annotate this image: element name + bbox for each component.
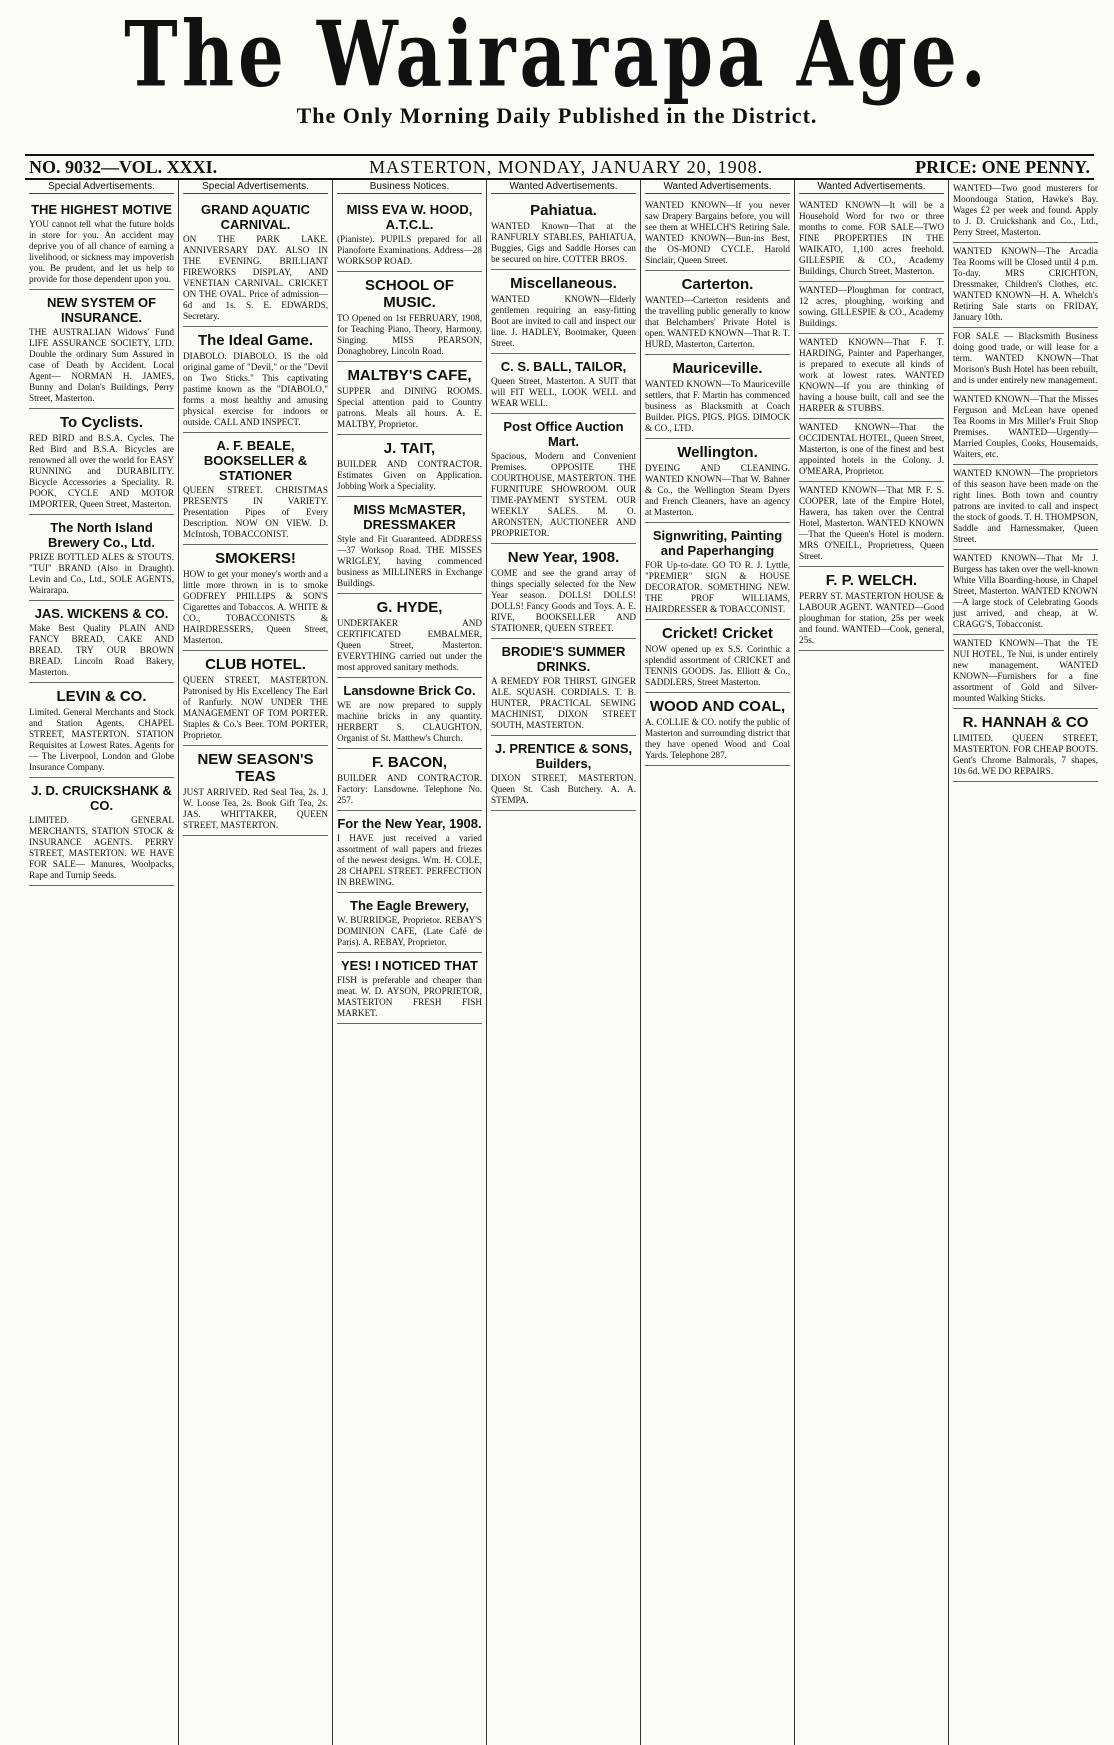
advertisement bbox=[953, 391, 1098, 465]
advertisement-body: Spacious, Modern and Convenient Premises. OPPOSITE THE COURTHOUSE, MASTERTON. THE FURNITURE SHOWROOM. OUR TIME-PAYMENT SYSTEM. OUR WEEKLY SALES. M. O. ARONSTEN, AUCTIONEER AND PROPRIETOR. bbox=[491, 451, 636, 538]
advertisement bbox=[645, 197, 790, 271]
advertisement-title: NEW SYSTEM OF INSURANCE. bbox=[46, 295, 157, 325]
place-and-date: MASTERTON, MONDAY, JANUARY 20, 1908. bbox=[369, 156, 764, 177]
advertisement-title: MISS EVA W. HOOD, A.T.C.L. bbox=[346, 202, 473, 232]
advertisement-body: DIABOLO. DIABOLO. IS the old original game of "Devil," or the "Devil on Two Sticks." This captivating pastime known as the "DIABOLO," forms a most healthy and amusing physical exercise for indoors or outside. CALL AND INSPECT. bbox=[183, 351, 328, 427]
advertisement bbox=[337, 749, 482, 811]
advertisement-body: WANTED KNOWN—That the Misses Ferguson and McLean have opened Tea Rooms in Mrs Miller's Fruit Shop Premises. WANTED—Urgently—Married Couples, Cooks, Housemaids, Waiters, etc. bbox=[953, 394, 1098, 459]
advertisement-title: R. HANNAH & CO bbox=[962, 714, 1089, 731]
advertisement bbox=[337, 362, 482, 435]
advertisement-title: NEW SEASON'S TEAS bbox=[197, 751, 314, 785]
advertisement-title: F. BACON, bbox=[372, 754, 447, 771]
advertisement-body: WANTED—Ploughman for contract, 12 acres, ploughing, working and sowing. GILLESPIE & CO., Academy Buildings. bbox=[799, 285, 944, 328]
advertisement bbox=[337, 811, 482, 893]
advertisement-title: To Cyclists. bbox=[59, 414, 144, 431]
masthead bbox=[0, 0, 1114, 130]
advertisement bbox=[953, 465, 1098, 550]
advertisement-title: F. P. WELCH. bbox=[825, 572, 918, 589]
advertisement-body: WANTED KNOWN—Elderly gentlemen requiring an easy-fitting Boot are invited to call and inspect our line. J. HADLEY, Bootmaker, Queen Street. bbox=[491, 294, 636, 348]
advertisement bbox=[29, 197, 174, 290]
advertisement-body: FOR Up-to-date. GO TO R. J. Lyttle, "PREMIER" SIGN & HOUSE DECORATOR. SOMETHING NEW. THE PROF WILLIAMS, HAIRDRESSER & TOBACCONIST. bbox=[645, 560, 790, 614]
advertisement bbox=[953, 635, 1098, 709]
advertisement bbox=[953, 180, 1098, 243]
column-heading: Wanted Advertisements. bbox=[799, 180, 944, 194]
advertisement-body: PERRY ST. MASTERTON HOUSE & LABOUR AGENT. WANTED—Good ploughman for station, 25s per week and found. WANTED—Cook, general, 25s. bbox=[799, 591, 944, 645]
advertisement-body: RED BIRD and B.S.A. Cycles. The Red Bird and B.S.A. Bicycles are renowned all over the world for EASY RUNNING and DURABILITY. Bicycle Accessories a Speciality. R. POOK, CYCLE AND MOTOR IMPORTER, Queen Street, Masterton. bbox=[29, 433, 174, 509]
advertisement bbox=[337, 678, 482, 749]
advertisement-body: COME and see the grand array of things specially selected for the New Year season. DOLLS! DOLLS! DOLLS! Fancy Goods and Toys. A. E. RIVE, BOOKSELLER AND STATIONER, QUEEN STREET. bbox=[491, 568, 636, 633]
advertisement bbox=[491, 639, 636, 736]
advertisement-body: Style and Fit Guaranteed. ADDRESS—37 Worksop Road. THE MISSES WRIGLEY, having commenced business as MILLINERS in Exchange Buildings. bbox=[337, 534, 482, 588]
advertisement-body: SUPPER and DINING ROOMS. Special attention paid to Country patrons. Meals all hours. A. E. MALTBY, Proprietor. bbox=[337, 386, 482, 429]
advertisement-title: New Year, 1908. bbox=[507, 549, 620, 566]
advertisement bbox=[953, 243, 1098, 328]
advertisement bbox=[491, 736, 636, 811]
advertisement-title: Cricket! Cricket bbox=[662, 625, 773, 642]
advertisement-body: DYEING AND CLEANING. WANTED KNOWN—That W. Bahner & Co., the Wellington Steam Dyers and French Cleaners, have an agency at Masterton. bbox=[645, 463, 790, 517]
advertisement-title: A. F. BEALE, BOOKSELLER & STATIONER bbox=[203, 438, 308, 483]
price: PRICE: ONE PENNY. bbox=[915, 156, 1090, 177]
advertisement-body: UNDERTAKER AND CERTIFICATED EMBALMER, Queen Street, Masterton. EVERYTHING carried out under the most approved sanitary methods. bbox=[337, 618, 482, 672]
advertisement-title: C. S. BALL, TAILOR, bbox=[500, 359, 627, 374]
advertisement-title: Post Office Auction Mart. bbox=[503, 419, 624, 449]
advertisement-body: WANTED KNOWN—It will be a Household Word for two or three months to come. FOR SALE—TWO FINE PROPERTIES IN THE WAIKATO, 1,100 acres freehold. GILLESPIE & CO., Academy Buildings, Church Street, Masterton. bbox=[799, 200, 944, 276]
advertisement-body: W. BURRIDGE, Proprietor. REBAY'S DOMINION CAFE, (Late Café de Paris). A. REBAY, Proprietor. bbox=[337, 915, 482, 947]
advertisement-body: WANTED KNOWN—To Mauriceville settlers, that F. Martin has commenced business as Blacksmith at Coach Builder. PIGS. PIGS. PIGS. DIMOCK & CO., LTD. bbox=[645, 379, 790, 433]
column-3 bbox=[333, 180, 487, 1745]
advertisement bbox=[337, 893, 482, 953]
advertisement bbox=[337, 435, 482, 497]
advertisement-title: GRAND AQUATIC CARNIVAL. bbox=[200, 202, 311, 232]
advertisement bbox=[337, 497, 482, 594]
advertisement bbox=[491, 354, 636, 414]
advertisement-title: THE HIGHEST MOTIVE bbox=[31, 202, 172, 217]
column-heading: Special Advertisements. bbox=[183, 180, 328, 194]
advertisement-body: ON THE PARK LAKE. ANNIVERSARY DAY. ALSO IN THE EVENING. BRILLIANT FIREWORKS DISPLAY, AND VENETIAN CARNIVAL. CRICKET ON THE OVAL. Price of admission—6d and 1s. S. E. EDWARDS, Secretary. bbox=[183, 234, 328, 321]
advertisement-body: (Pianiste). PUPILS prepared for all Pianoforte Examinations. Address—28 WORKSOP ROAD. bbox=[337, 234, 482, 266]
advertisement-title: SMOKERS! bbox=[215, 550, 296, 567]
advertisement-body: BUILDER AND CONTRACTOR. Estimates Given on Application. Jobbing Work a Speciality. bbox=[337, 459, 482, 491]
advertisement-title: Lansdowne Brick Co. bbox=[343, 683, 476, 698]
advertisement-body: FOR SALE — Blacksmith Business doing good trade, or will lease for a term. WANTED KNOWN—That Morison's Bush Hotel has been rebuilt, and is under entirely new management. bbox=[953, 331, 1098, 385]
advertisement-title: BRODIE'S SUMMER DRINKS. bbox=[501, 644, 626, 674]
advertisement bbox=[645, 693, 790, 766]
advertisement-body: WANTED KNOWN—That MR F. S. COOPER, late of the Empire Hotel, Hawera, has taken over the Central Hotel, Masterton. WANTED KNOWN—That the Queen's Hotel is modern. MRS O'NEILL, Proprietress, Queen Street. bbox=[799, 485, 944, 561]
columns bbox=[25, 180, 1102, 1745]
advertisement bbox=[645, 355, 790, 439]
advertisement-title: MISS McMASTER, DRESSMAKER bbox=[353, 502, 466, 532]
advertisement-body: LIMITED. QUEEN STREET, MASTERTON. FOR CHEAP BOOTS. Gent's Chrome Balmorals, 7 shapes, 10s 6d. WE DO REPAIRS. bbox=[953, 733, 1098, 776]
advertisement bbox=[29, 683, 174, 778]
advertisement-body: WE are now prepared to supply machine bricks in any quantity. HERBERT S. CLAUGHTON, Organist of St. Matthew's Church. bbox=[337, 700, 482, 743]
masthead-subtitle: The Only Morning Daily Published in the District. bbox=[296, 103, 818, 128]
advertisement-body: WANTED KNOWN—That Mr J. Burgess has taken over the well-known White Villa Boarding-house, in Chapel Street, Masterton. WANTED KNOWN—A large stock of Celebrating Goods just arrived, and cheap, at W. CRAGG'S, Tobacconist. bbox=[953, 553, 1098, 629]
advertisement-body: WANTED KNOWN—That the TE NUI HOTEL, Te Nui, is under entirely new management. WANTED KNOWN—Furnishers for a fine assortment of Gold and Silver-mounted Walking Sticks. bbox=[953, 638, 1098, 703]
advertisement-body: BUILDER AND CONTRACTOR. Factory: Lansdowne. Telephone No. 257. bbox=[337, 773, 482, 805]
column-5 bbox=[641, 180, 795, 1745]
advertisement bbox=[799, 419, 944, 482]
advertisement-body: WANTED Known—That at the RANFURLY STABLES, PAHIATUA, Buggies, Gigs and Saddle Horses can be secured on hire. COTTER BROS. bbox=[491, 221, 636, 264]
advertisement bbox=[645, 271, 790, 355]
advertisement-title: LEVIN & CO. bbox=[56, 688, 147, 705]
advertisement-title: WOOD AND COAL, bbox=[649, 698, 786, 715]
advertisement-title: J. D. CRUICKSHANK & CO. bbox=[31, 783, 172, 813]
advertisement bbox=[337, 197, 482, 272]
advertisement bbox=[491, 544, 636, 639]
advertisement-body: WANTED KNOWN—That the OCCIDENTAL HOTEL, Queen Street, Masterton, is one of the finest and best appointed hotels in the Colony. J. O'MEARA, Proprietor. bbox=[799, 422, 944, 476]
advertisement bbox=[799, 334, 944, 419]
advertisement-body: WANTED KNOWN—If you never saw Drapery Bargains before, you will see them at WHELCH'S Retiring Sale. WANTED KNOWN—Bun-ins Best, the OS-MOND CYCLE. Harold Sinclair, Queen Street. bbox=[645, 200, 790, 265]
advertisement-body: WANTED—Two good musterers for Moondouga Station, Hawke's Bay. Wages £2 per week and found. Apply to J. D. Cruickshank and Co., Ltd., Perry Street, Masterton. bbox=[953, 183, 1098, 237]
advertisement bbox=[953, 709, 1098, 782]
advertisement bbox=[337, 272, 482, 362]
column-1 bbox=[25, 180, 179, 1745]
column-6 bbox=[795, 180, 949, 1745]
column-heading: Wanted Advertisements. bbox=[491, 180, 636, 194]
advertisement-body: LIMITED. GENERAL MERCHANTS, STATION STOCK & INSURANCE AGENTS. PERRY STREET, MASTERTON. WE HAVE FOR SALE— Manures, Woolpacks, Rape and Turnip Seeds. bbox=[29, 815, 174, 880]
advertisement bbox=[799, 197, 944, 282]
advertisement-body: THE AUSTRALIAN Widows' Fund LIFE ASSURANCE SOCIETY, LTD. Double the ordinary Sum Assured in case of Death by Accident. Local Agent— NORMAN H. JAMES, Bunny and Dolan's Buildings, Perry Street, Masterton. bbox=[29, 327, 174, 403]
advertisement bbox=[645, 523, 790, 620]
advertisement-title: Carterton. bbox=[681, 276, 754, 293]
advertisement bbox=[183, 545, 328, 651]
advertisement-body: WANTED—Carterton residents and the travelling public generally to know that Belchambers' Private Hotel is open. WANTED KNOWN—That R. T. HURD, Masterton, Carterton. bbox=[645, 295, 790, 349]
advertisement bbox=[645, 620, 790, 693]
advertisement bbox=[337, 953, 482, 1024]
advertisement-body: WANTED KNOWN—The Arcadia Tea Rooms will be Closed until 4 p.m. To-day. MRS CRICHTON, Dressmaker, Children's Clothes, etc. WANTED KNOWN—H. A. Whelch's Retiring Sale starts on FRIDAY, January 10th. bbox=[953, 246, 1098, 322]
advertisement-title: MALTBY'S CAFE, bbox=[347, 367, 472, 384]
advertisement bbox=[953, 550, 1098, 635]
column-4 bbox=[487, 180, 641, 1745]
advertisement bbox=[337, 594, 482, 678]
advertisement-title: CLUB HOTEL. bbox=[205, 656, 306, 673]
advertisement-title: JAS. WICKENS & CO. bbox=[34, 606, 169, 621]
advertisement-title: G. HYDE, bbox=[376, 599, 443, 616]
advertisement-title: The North Island Brewery Co., Ltd. bbox=[48, 520, 155, 550]
advertisement bbox=[183, 651, 328, 746]
advertisement-title: Mauriceville. bbox=[672, 360, 763, 377]
column-heading: Business Notices. bbox=[337, 180, 482, 194]
advertisement-body: Make Best Quality PLAIN AND FANCY BREAD, CAKE AND BREAD. TRY OUR BROWN BREAD. Lincoln Road Bakery, Masterton. bbox=[29, 623, 174, 677]
advertisement-title: Miscellaneous. bbox=[510, 275, 617, 292]
advertisement-body: Limited. General Merchants and Stock and Station Agents, CHAPEL STREET, MASTERTON. STATION Requisites at Lowest Rates. Agents for— The Liverpool, London and Globe Insurance Company. bbox=[29, 707, 174, 772]
advertisement-body: YOU cannot tell what the future holds in store for you. An accident may deprive you of all chance of earning a livelihood, or sickness may impoverish you. Be prudent, and let us help to provide for those dependent upon you. bbox=[29, 219, 174, 284]
advertisement bbox=[183, 746, 328, 836]
advertisement-title: Signwriting, Painting and Paperhanging bbox=[652, 528, 783, 558]
advertisement-title: J. TAIT, bbox=[383, 440, 436, 457]
advertisement-body: FISH is preferable and cheaper than meat. W. D. AYSON, PROPRIETOR, MASTERTON FRESH FISH MARKET. bbox=[337, 975, 482, 1018]
advertisement bbox=[953, 328, 1098, 391]
advertisement bbox=[645, 439, 790, 523]
advertisement-body: DIXON STREET, MASTERTON. Queen St. Cash Butchery. A. A. STEMPA. bbox=[491, 773, 636, 805]
column-2 bbox=[179, 180, 333, 1745]
advertisement-body: A. COLLIE & CO. notify the public of Masterton and surrounding district that they have opened Wood and Coal Yards. Telephone 287. bbox=[645, 717, 790, 760]
advertisement-body: QUEEN STREET, MASTERTON. Patronised by His Excellency The Earl of Ranfurly. NOW UNDER THE MANAGEMENT OF TOM PORTER. Staples & Co.'s Beer. TOM PORTER, Proprietor. bbox=[183, 675, 328, 740]
advertisement-title: Pahiatua. bbox=[530, 202, 597, 219]
advertisement-body: WANTED KNOWN—The proprietors of this season have been made on the right lines. Both town and country patrons are invited to call and inspect the stock of goods. T. H. THOMPSON, Saddle and Harnessmaker, Queen Street. bbox=[953, 468, 1098, 544]
advertisement-body: QUEEN STREET. CHRISTMAS PRESENTS IN VARIETY. Presentation Pipes of Every Description. NOW ON VIEW. D. McIntosh, TOBACCONIST. bbox=[183, 485, 328, 539]
advertisement bbox=[29, 290, 174, 409]
advertisement-body: PRIZE BOTTLED ALES & STOUTS. "TUI" BRAND (Also in Draught). Levin and Co., Ltd., SOLE AGENTS, Wairarapa. bbox=[29, 552, 174, 595]
column-heading: Wanted Advertisements. bbox=[645, 180, 790, 194]
advertisement bbox=[799, 482, 944, 567]
issue-number: NO. 9032—VOL. XXXI. bbox=[29, 156, 218, 177]
advertisement bbox=[29, 778, 174, 886]
advertisement-title: For the New Year, 1908. bbox=[337, 816, 482, 831]
advertisement-body: NOW opened up ex S.S. Corinthic a splendid assortment of CRICKET and TENNIS GOODS. Jas. Elliott & Co., SADDLERS, Street Masterton. bbox=[645, 644, 790, 687]
advertisement bbox=[29, 409, 174, 515]
advertisement bbox=[799, 567, 944, 651]
dateline bbox=[25, 154, 1094, 180]
advertisement bbox=[491, 270, 636, 354]
advertisement bbox=[183, 327, 328, 433]
advertisement-body: TO Opened on 1st FEBRUARY, 1908, for Teaching Piano, Theory, Harmony, Singing. MISS PEARSON, Donaghobrey, Lincoln Road. bbox=[337, 313, 482, 356]
advertisement bbox=[183, 197, 328, 327]
advertisement-title: J. PRENTICE & SONS, Builders, bbox=[494, 741, 633, 771]
advertisement bbox=[491, 414, 636, 544]
advertisement bbox=[183, 433, 328, 545]
advertisement bbox=[799, 282, 944, 334]
advertisement-body: JUST ARRIVED. Red Seal Tea, 2s. J. W. Loose Tea, 2s. Book Gift Tea, 2s. JAS. WHITTAKER, QUEEN STREET, MASTERTON. bbox=[183, 787, 328, 830]
advertisement-body: I HAVE just received a varied assortment of wall papers and friezes of the newest designs. Wm. H. COLE, 28 CHAPEL STREET. PERFECTION IN BREWING. bbox=[337, 833, 482, 887]
advertisement bbox=[491, 197, 636, 270]
advertisement-title: The Eagle Brewery, bbox=[350, 898, 469, 913]
advertisement-body: A REMEDY FOR THIRST. GINGER ALE. SQUASH. CORDIALS. T. B. HUNTER, PRACTICAL SEWING MACHINIST, DIXON STREET SOUTH, MASTERTON. bbox=[491, 676, 636, 730]
advertisement-title: The Ideal Game. bbox=[197, 332, 314, 349]
column-7 bbox=[949, 180, 1102, 1745]
advertisement-body: WANTED KNOWN—That F. T. HARDING, Painter and Paperhanger, is prepared to execute all kinds of work at lowest rates. WANTED KNOWN—If you are thinking of having a house built, call and see the HARPER & STUBBS. bbox=[799, 337, 944, 413]
advertisement bbox=[29, 601, 174, 683]
masthead-title: The Wairarapa Age. bbox=[124, 0, 990, 107]
advertisement-body: HOW to get your money's worth and a little more thrown in is to smoke GODFREY PHILLIPS & SON'S Cigarettes and Tobaccos. A. WHITE & CO., TOBACCONISTS & HAIRDRESSERS, Queen Street, Masterton. bbox=[183, 569, 328, 645]
advertisement bbox=[29, 515, 174, 601]
advertisement-title: Wellington. bbox=[677, 444, 758, 461]
advertisement-body: Queen Street, Masterton. A SUIT that will FIT WELL, LOOK WELL and WEAR WELL. bbox=[491, 376, 636, 408]
advertisement-title: YES! I NOTICED THAT bbox=[341, 958, 478, 973]
column-heading: Special Advertisements. bbox=[29, 180, 174, 194]
advertisement-title: SCHOOL OF MUSIC. bbox=[365, 277, 454, 311]
